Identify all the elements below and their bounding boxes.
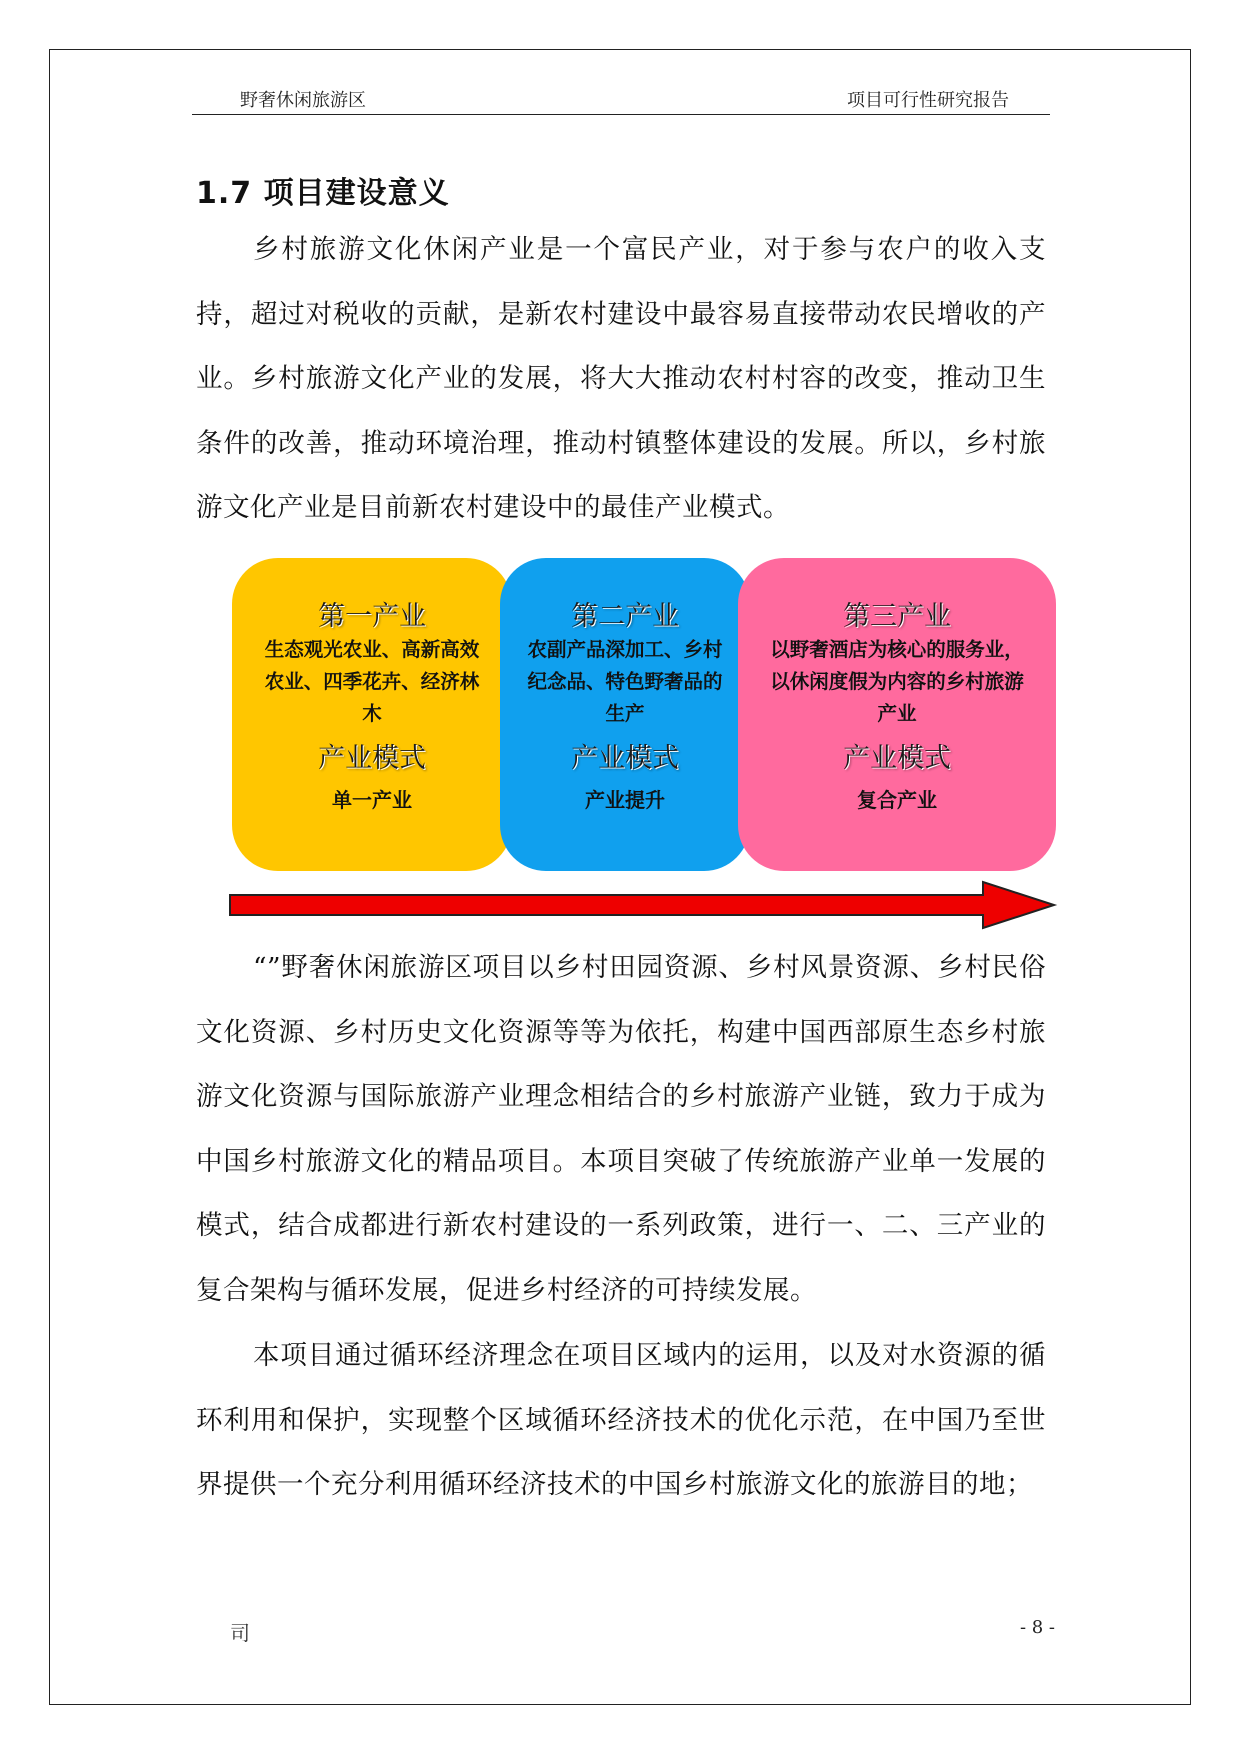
paragraph-3: 本项目通过循环经济理念在项目区域内的运用，以及对水资源的循环利用和保护，实现整个区域循环经济技术的优化示范，在中国乃至世界提供一个充分利用循环经济技术的中国乡村旅游文化的旅游目的地； <box>196 1340 1046 1500</box>
box-mode-value: 产业提升 <box>585 788 665 812</box>
box-mode-value: 复合产业 <box>857 788 937 812</box>
box-title: 第二产业 <box>571 601 679 632</box>
industry-box-secondary <box>500 558 750 871</box>
box-title: 第一产业 <box>318 601 426 632</box>
box-description: 生态观光农业、高新高效农业、四季花卉、经济林木 <box>264 638 480 725</box>
footer-left-text: 司 <box>230 1621 250 1645</box>
box-description: 农副产品深加工、乡村纪念品、特色野奢品的生产 <box>527 638 723 725</box>
box-mode-value: 单一产业 <box>332 788 412 812</box>
industry-box-tertiary <box>738 558 1056 871</box>
box-mode-label: 产业模式 <box>571 743 679 774</box>
paragraph-1: 乡村旅游文化休闲产业是一个富民产业，对于参与农户的收入支持，超过对税收的贡献，是新农村建设中最容易直接带动农民增收的产业。乡村旅游文化产业的发展，将大大推动农村村容的改变，推动卫生条件的改善，推动环境治理，推动村镇整体建设的发展。所以，乡村旅游文化产业是目前新农村建设中的最佳产业模式。 <box>196 234 1046 523</box>
box-mode-label: 产业模式 <box>318 743 426 774</box>
paragraph-2: “”野奢休闲旅游区项目以乡村田园资源、乡村风景资源、乡村民俗文化资源、乡村历史文化资源等等为依托，构建中国西部原生态乡村旅游文化资源与国际旅游产业理念相结合的乡村旅游产业链，致力于成为中国乡村旅游文化的精品项目。本项目突破了传统旅游产业单一发展的模式，结合成都进行新农村建设的一系列政策，进行一、二、三产业的复合架构与循环发展，促进乡村经济的可持续发展。 <box>196 952 1046 1306</box>
header-left-title: 野奢休闲旅游区 <box>240 90 366 111</box>
header-right-title: 项目可行性研究报告 <box>847 90 1009 111</box>
arrow-shape <box>230 882 1054 928</box>
box-description: 以野奢酒店为核心的服务业，以休闲度假为内容的乡村旅游产业 <box>770 638 1024 725</box>
box-mode-label: 产业模式 <box>843 743 951 774</box>
header-rule <box>192 114 1050 115</box>
progression-arrow-icon <box>228 880 1058 930</box>
industry-box-primary <box>232 558 512 871</box>
section-heading: 1.7 项目建设意义 <box>196 176 450 211</box>
page-number: - 8 - <box>1019 1617 1055 1638</box>
box-title: 第三产业 <box>843 601 951 632</box>
